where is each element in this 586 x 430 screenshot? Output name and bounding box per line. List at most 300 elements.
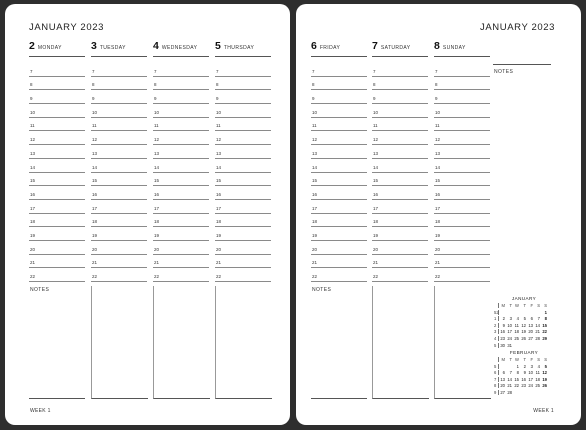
- hour-label: 21: [312, 260, 318, 266]
- hour-label: 14: [154, 164, 160, 170]
- weekday-header: M: [501, 357, 505, 362]
- day-number: 4: [153, 40, 159, 52]
- calendar-day: [513, 390, 520, 395]
- hour-row[interactable]: [372, 90, 428, 104]
- hour-label: 11: [30, 123, 35, 129]
- hour-label: 16: [216, 191, 222, 197]
- hour-row[interactable]: [372, 241, 428, 255]
- weekday-header: S: [544, 357, 547, 362]
- hour-row[interactable]: [29, 227, 85, 241]
- week-number: 5: [494, 343, 499, 348]
- day-number: 6: [311, 40, 317, 52]
- hour-label: 8: [154, 82, 157, 88]
- hour-row[interactable]: [434, 145, 490, 159]
- hour-label: 18: [435, 219, 441, 225]
- mini-calendar-title: JANUARY: [511, 296, 537, 301]
- hour-row[interactable]: [29, 145, 85, 159]
- day-name: THURSDAY: [223, 45, 255, 51]
- hour-row[interactable]: [372, 227, 428, 241]
- hour-row[interactable]: [311, 214, 367, 228]
- hour-label: 22: [154, 274, 160, 279]
- hour-label: 22: [373, 274, 379, 279]
- hour-row[interactable]: [311, 241, 367, 255]
- hour-row[interactable]: [434, 159, 490, 173]
- hour-row[interactable]: [91, 63, 147, 77]
- hour-label: 18: [92, 219, 98, 225]
- hour-row[interactable]: [153, 227, 209, 241]
- hour-label: 20: [154, 246, 160, 252]
- calendar-day: 23: [500, 335, 505, 341]
- hour-row[interactable]: [372, 63, 428, 77]
- mini-calendar-grid: [494, 303, 554, 348]
- calendar-day: 27: [500, 389, 505, 395]
- hour-label: 13: [154, 150, 160, 156]
- calendar-day: 15: [514, 376, 519, 382]
- hour-row[interactable]: [153, 241, 209, 255]
- hour-row[interactable]: [434, 131, 490, 145]
- hour-row[interactable]: [29, 186, 85, 200]
- hour-label: 12: [435, 137, 441, 143]
- day-column-friday: [311, 40, 367, 282]
- hour-row[interactable]: [29, 255, 85, 269]
- hour-row[interactable]: [29, 104, 85, 118]
- hour-label: 19: [373, 232, 379, 238]
- hour-row[interactable]: [372, 77, 428, 91]
- hour-label: 10: [312, 109, 318, 115]
- week-number: 6: [494, 370, 499, 375]
- calendar-day: 15: [542, 322, 547, 328]
- calendar-day: 21: [535, 329, 540, 335]
- calendar-day: 9: [523, 370, 526, 376]
- hour-row[interactable]: [311, 63, 367, 77]
- hour-label: 19: [154, 232, 160, 238]
- hour-row[interactable]: [372, 118, 428, 132]
- hour-row[interactable]: [215, 268, 271, 282]
- hour-row[interactable]: [91, 77, 147, 91]
- hour-row[interactable]: [215, 104, 271, 118]
- hour-row[interactable]: [91, 227, 147, 241]
- notes-area[interactable]: [91, 286, 148, 399]
- hour-row[interactable]: [153, 159, 209, 173]
- hour-row[interactable]: [215, 159, 271, 173]
- hour-label: 17: [312, 205, 318, 211]
- hour-label: 12: [216, 137, 222, 143]
- hour-row[interactable]: [29, 241, 85, 255]
- hour-label: 17: [154, 205, 160, 211]
- hour-row[interactable]: [311, 173, 367, 187]
- hour-label: 9: [30, 96, 33, 102]
- calendar-day: 17: [507, 329, 512, 335]
- hour-row[interactable]: [91, 118, 147, 132]
- day-column-monday: [29, 40, 85, 282]
- hour-row[interactable]: [311, 131, 367, 145]
- hour-row[interactable]: [215, 77, 271, 91]
- hour-row[interactable]: [153, 173, 209, 187]
- hour-label: 18: [216, 219, 222, 225]
- calendar-day: 10: [528, 370, 533, 376]
- hour-list: [434, 63, 490, 282]
- hour-row[interactable]: [215, 227, 271, 241]
- hour-row[interactable]: [153, 255, 209, 269]
- hour-row[interactable]: [29, 131, 85, 145]
- calendar-day: 26: [542, 383, 547, 389]
- hour-label: 16: [30, 191, 36, 197]
- hour-label: 15: [30, 178, 36, 184]
- notes-area[interactable]: [29, 286, 85, 399]
- hour-label: 21: [435, 260, 441, 266]
- hour-label: 20: [312, 246, 318, 252]
- calendar-day: [520, 343, 527, 348]
- calendar-day: [513, 310, 520, 315]
- hour-label: 17: [92, 205, 98, 211]
- day-name: SUNDAY: [442, 45, 466, 51]
- calendar-day: 16: [521, 376, 526, 382]
- hour-label: 10: [30, 109, 36, 115]
- hour-row[interactable]: [215, 131, 271, 145]
- left-page: [5, 4, 290, 425]
- hour-row[interactable]: [434, 227, 490, 241]
- hour-row[interactable]: [29, 159, 85, 173]
- notes-area[interactable]: [215, 286, 272, 399]
- hour-row[interactable]: [215, 145, 271, 159]
- calendar-day: 1: [516, 363, 519, 369]
- weekday-header: T: [523, 303, 526, 308]
- hour-label: 7: [154, 68, 157, 74]
- hour-label: 10: [373, 109, 379, 115]
- hour-label: 19: [312, 232, 318, 238]
- weekday-header: S: [544, 303, 547, 308]
- calendar-day: 6: [502, 370, 505, 376]
- hour-label: 17: [30, 205, 36, 211]
- hour-label: 12: [312, 137, 318, 143]
- hour-row[interactable]: [153, 268, 209, 282]
- hour-label: 15: [435, 178, 441, 184]
- hour-row[interactable]: [91, 90, 147, 104]
- hour-label: 12: [92, 137, 98, 143]
- hour-label: 16: [154, 191, 160, 197]
- hour-row[interactable]: [153, 131, 209, 145]
- hour-row[interactable]: [153, 214, 209, 228]
- hour-label: 17: [216, 205, 222, 211]
- day-column-saturday: [372, 40, 428, 282]
- notes-label: NOTES: [312, 287, 332, 293]
- hour-label: 15: [312, 178, 318, 184]
- hour-row[interactable]: [372, 145, 428, 159]
- week-number: 3: [494, 329, 499, 334]
- hour-row[interactable]: [91, 173, 147, 187]
- hour-label: 10: [154, 109, 160, 115]
- calendar-day: [541, 343, 548, 348]
- hour-row[interactable]: [372, 159, 428, 173]
- day-name: MONDAY: [37, 45, 62, 51]
- hour-row[interactable]: [91, 200, 147, 214]
- hour-row[interactable]: [311, 268, 367, 282]
- hour-label: 20: [435, 246, 441, 252]
- hour-label: 8: [30, 82, 33, 88]
- week-label: WEEK 1: [533, 408, 554, 414]
- hour-label: 15: [92, 178, 98, 184]
- calendar-day: [527, 343, 534, 348]
- hour-row[interactable]: [215, 255, 271, 269]
- calendar-day: [513, 343, 520, 348]
- hour-label: 9: [154, 96, 157, 102]
- hour-row[interactable]: [215, 214, 271, 228]
- hour-row[interactable]: [153, 90, 209, 104]
- hour-row[interactable]: [153, 118, 209, 132]
- notes-area[interactable]: [311, 286, 367, 399]
- hour-label: 7: [216, 68, 219, 74]
- calendar-day: 3: [530, 363, 533, 369]
- hour-label: 20: [30, 246, 36, 252]
- hour-row[interactable]: [434, 268, 490, 282]
- hour-row[interactable]: [153, 77, 209, 91]
- hour-label: 7: [92, 68, 95, 74]
- hour-label: 22: [92, 274, 98, 279]
- calendar-day: 20: [528, 329, 533, 335]
- calendar-day: 13: [528, 322, 533, 328]
- weekday-header: S: [537, 357, 540, 362]
- calendar-day: 2: [523, 363, 526, 369]
- hour-row[interactable]: [434, 77, 490, 91]
- day-name: TUESDAY: [99, 45, 126, 51]
- hour-row[interactable]: [153, 104, 209, 118]
- hour-row[interactable]: [29, 214, 85, 228]
- hour-label: 10: [92, 109, 98, 115]
- calendar-day: 28: [535, 335, 540, 341]
- day-column-wednesday: [153, 40, 209, 282]
- hour-row[interactable]: [372, 200, 428, 214]
- hour-row[interactable]: [91, 214, 147, 228]
- hour-row[interactable]: [29, 173, 85, 187]
- hour-label: 9: [373, 96, 376, 102]
- hour-label: 11: [312, 123, 317, 129]
- hour-row[interactable]: [91, 145, 147, 159]
- month-title: JANUARY 2023: [29, 22, 104, 33]
- day-column-sunday: [434, 40, 490, 282]
- hour-label: 22: [312, 274, 318, 279]
- hour-row[interactable]: [29, 63, 85, 77]
- hour-row[interactable]: [215, 118, 271, 132]
- notes-area[interactable]: [372, 286, 429, 399]
- hour-row[interactable]: [372, 104, 428, 118]
- hour-row[interactable]: [91, 104, 147, 118]
- hour-label: 15: [154, 178, 160, 184]
- hour-row[interactable]: [215, 63, 271, 77]
- hour-label: 14: [435, 164, 441, 170]
- week-number: 5: [494, 364, 499, 369]
- hour-row[interactable]: [311, 200, 367, 214]
- hour-label: 14: [312, 164, 318, 170]
- calendar-day: [520, 390, 527, 395]
- hour-row[interactable]: [434, 173, 490, 187]
- hour-row[interactable]: [215, 90, 271, 104]
- hour-row[interactable]: [91, 268, 147, 282]
- hour-row[interactable]: [215, 186, 271, 200]
- weekday-header: F: [530, 357, 533, 362]
- mini-calendar-title: FEBRUARY: [509, 350, 539, 355]
- hour-row[interactable]: [434, 214, 490, 228]
- hour-label: 8: [216, 82, 219, 88]
- calendar-day: 11: [535, 370, 540, 376]
- hour-label: 13: [216, 150, 222, 156]
- hour-label: 11: [216, 123, 221, 129]
- hour-label: 7: [312, 68, 315, 74]
- hour-row[interactable]: [434, 186, 490, 200]
- hour-row[interactable]: [311, 90, 367, 104]
- hour-label: 20: [216, 246, 222, 252]
- hour-label: 15: [373, 178, 379, 184]
- hour-row[interactable]: [153, 63, 209, 77]
- hour-label: 19: [30, 232, 36, 238]
- month-title: JANUARY 2023: [480, 22, 555, 33]
- notes-label: NOTES: [30, 287, 50, 293]
- calendar-day: 19: [521, 329, 526, 335]
- hour-row[interactable]: [372, 268, 428, 282]
- hour-label: 20: [92, 246, 98, 252]
- calendar-day: 31: [507, 342, 512, 348]
- hour-label: 11: [92, 123, 97, 129]
- hour-label: 8: [92, 82, 95, 88]
- hour-label: 8: [312, 82, 315, 88]
- hour-label: 11: [154, 123, 159, 129]
- calendar-day: 26: [521, 335, 526, 341]
- calendar-day: 8: [544, 316, 547, 322]
- calendar-day: 12: [542, 370, 547, 376]
- hour-label: 18: [154, 219, 160, 225]
- hour-row[interactable]: [153, 145, 209, 159]
- hour-row[interactable]: [311, 255, 367, 269]
- calendar-day: 17: [528, 376, 533, 382]
- day-name: FRIDAY: [319, 45, 341, 51]
- hour-row[interactable]: [372, 173, 428, 187]
- calendar-day: [534, 310, 541, 315]
- hour-row[interactable]: [91, 159, 147, 173]
- mini-calendar-february: [494, 350, 554, 395]
- hour-row[interactable]: [29, 77, 85, 91]
- hour-row[interactable]: [311, 118, 367, 132]
- hour-list: [29, 63, 85, 282]
- hour-label: 14: [30, 164, 36, 170]
- calendar-day: [527, 390, 534, 395]
- hour-row[interactable]: [29, 200, 85, 214]
- weekday-header: F: [530, 303, 533, 308]
- hour-row[interactable]: [29, 90, 85, 104]
- hour-label: 14: [92, 164, 98, 170]
- hour-label: 8: [435, 82, 438, 88]
- calendar-day: [520, 310, 527, 315]
- calendar-day: 5: [523, 316, 526, 322]
- hour-row[interactable]: [311, 186, 367, 200]
- hour-row[interactable]: [434, 104, 490, 118]
- hour-row[interactable]: [372, 131, 428, 145]
- hour-row[interactable]: [311, 159, 367, 173]
- calendar-day: 18: [514, 329, 519, 335]
- hour-label: 21: [216, 260, 222, 266]
- calendar-day: [534, 343, 541, 348]
- hour-row[interactable]: [153, 200, 209, 214]
- hour-list: [372, 63, 428, 282]
- calendar-day: 11: [514, 322, 519, 328]
- hour-row[interactable]: [434, 118, 490, 132]
- hour-row[interactable]: [91, 131, 147, 145]
- hour-label: 13: [92, 150, 98, 156]
- notes-area[interactable]: [434, 286, 491, 399]
- hour-row[interactable]: [311, 104, 367, 118]
- day-column-tuesday: [91, 40, 147, 282]
- calendar-day: 7: [537, 316, 540, 322]
- hour-label: 20: [373, 246, 379, 252]
- hour-label: 7: [435, 68, 438, 74]
- week-number: 8: [494, 383, 499, 388]
- hour-row[interactable]: [91, 241, 147, 255]
- hour-row[interactable]: [311, 227, 367, 241]
- calendar-day: 22: [542, 329, 547, 335]
- hour-label: 9: [216, 96, 219, 102]
- hour-label: 18: [373, 219, 379, 225]
- calendar-day: [541, 390, 548, 395]
- hour-row[interactable]: [215, 200, 271, 214]
- calendar-day: 19: [542, 376, 547, 382]
- weekday-header: W: [515, 357, 519, 362]
- calendar-day: 16: [500, 329, 505, 335]
- calendar-day: [527, 310, 534, 315]
- hour-row[interactable]: [434, 241, 490, 255]
- hour-row[interactable]: [434, 90, 490, 104]
- calendar-day: 2: [502, 316, 505, 322]
- hour-list: [91, 63, 147, 282]
- weekday-header: T: [509, 357, 512, 362]
- day-number: 8: [434, 40, 440, 52]
- weekday-header: T: [509, 303, 512, 308]
- hour-row[interactable]: [311, 145, 367, 159]
- hour-label: 18: [312, 219, 318, 225]
- hour-label: 15: [216, 178, 222, 184]
- hour-row[interactable]: [215, 241, 271, 255]
- hour-row[interactable]: [372, 255, 428, 269]
- hour-label: 17: [373, 205, 379, 211]
- hour-label: 22: [216, 274, 222, 279]
- hour-label: 9: [92, 96, 95, 102]
- calendar-day: 30: [500, 342, 505, 348]
- hour-row[interactable]: [434, 255, 490, 269]
- hour-row[interactable]: [215, 173, 271, 187]
- notes-area[interactable]: [153, 286, 210, 399]
- hour-row[interactable]: [372, 214, 428, 228]
- hour-label: 14: [216, 164, 222, 170]
- hour-row[interactable]: [311, 77, 367, 91]
- calendar-day: 22: [514, 383, 519, 389]
- hour-row[interactable]: [434, 200, 490, 214]
- hour-row[interactable]: [372, 186, 428, 200]
- week-number: 1: [494, 316, 499, 321]
- hour-row[interactable]: [29, 118, 85, 132]
- hour-row[interactable]: [153, 186, 209, 200]
- hour-row[interactable]: [434, 63, 490, 77]
- hour-label: 14: [373, 164, 379, 170]
- calendar-day: 23: [521, 383, 526, 389]
- calendar-day: 4: [537, 363, 540, 369]
- hour-row[interactable]: [91, 186, 147, 200]
- hour-label: 17: [435, 205, 441, 211]
- week-number: 7: [494, 377, 499, 382]
- hour-row[interactable]: [29, 268, 85, 282]
- hour-row[interactable]: [91, 255, 147, 269]
- hour-label: 21: [154, 260, 160, 266]
- hour-label: 13: [30, 150, 36, 156]
- hour-label: 22: [30, 274, 36, 279]
- calendar-day: [534, 390, 541, 395]
- mini-calendar-grid: [494, 357, 554, 395]
